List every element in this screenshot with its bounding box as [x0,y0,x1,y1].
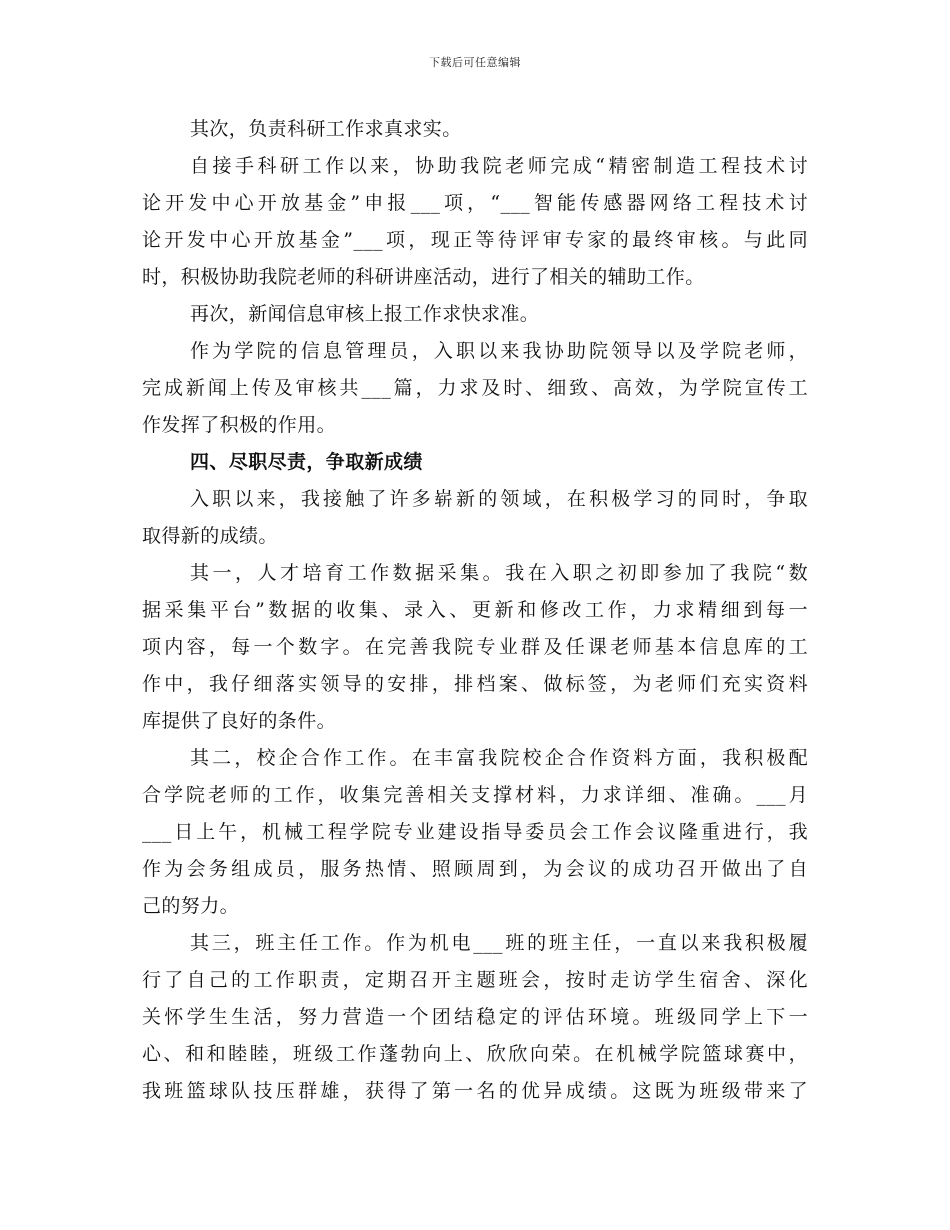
text-line: 据采集平台”数据的收集、录入、更新和修改工作，力求精细到每一 [142,599,808,621]
text-line: ___日上午，机械工程学院专业建设指导委员会工作会议隆重进行，我 [142,821,808,843]
text-line: 作发挥了积极的作用。 [142,414,337,436]
text-line: 再次，新闻信息审核上报工作求快求准。 [190,303,540,325]
text-line: 其二，校企合作工作。在丰富我院校企合作资料方面，我积极配 [190,747,808,769]
text-line: 合学院老师的工作，收集完善相关支撑材料，力求详细、准确。___月 [142,784,808,806]
text-line: 自接手科研工作以来，协助我院老师完成“精密制造工程技术讨 [190,155,808,177]
text-line: 关怀学生生活，努力营造一个团结稳定的评估环境。班级同学上下一 [142,1006,808,1028]
text-line: 论开发中心开放基金”申报___项，“___智能传感器网络工程技术讨 [142,192,808,214]
text-line: 取得新的成绩。 [142,525,278,547]
text-line: 作为会务组成员，服务热情、照顾周到，为会议的成功召开做出了自 [142,858,808,880]
text-line: 库提供了良好的条件。 [142,710,337,732]
text-line: 我班篮球队技压群雄，获得了第一名的优异成绩。这既为班级带来了 [142,1080,808,1102]
text-line: 论开发中心开放基金”___项，现正等待评审专家的最终审核。与此同 [142,229,808,251]
text-line: 作中，我仔细落实领导的安排，排档案、做标签，为老师们充实资料 [142,673,808,695]
text-line: 其三，班主任工作。作为机电___班的班主任，一直以来我积极履 [190,932,808,954]
text-line: 其一，人才培育工作数据采集。我在入职之初即参加了我院“数 [190,562,808,584]
page-header: 下载后可任意编辑 [429,56,521,69]
text-line: 行了自己的工作职责，定期召开主题班会，按时走访学生宿舍、深化 [142,969,808,991]
document-body [142,111,808,1110]
text-line: 项内容，每一个数字。在完善我院专业群及任课老师基本信息库的工 [142,636,808,658]
text-line: 心、和和睦睦，班级工作蓬勃向上、欣欣向荣。在机械学院篮球赛中， [142,1043,808,1065]
text-line: 时，积极协助我院老师的科研讲座活动，进行了相关的辅助工作。 [142,266,705,288]
text-line: 其次，负责科研工作求真求实。 [190,118,462,140]
section-heading: 四、尽职尽责，争取新成绩 [190,451,423,473]
text-line: 己的努力。 [142,895,240,917]
text-line: 入职以来，我接触了许多崭新的领域，在积极学习的同时，争取 [190,488,808,510]
text-line: 作为学院的信息管理员，入职以来我协助院领导以及学院老师， [190,340,808,362]
text-line: 完成新闻上传及审核共___篇，力求及时、细致、高效，为学院宣传工 [142,377,808,399]
